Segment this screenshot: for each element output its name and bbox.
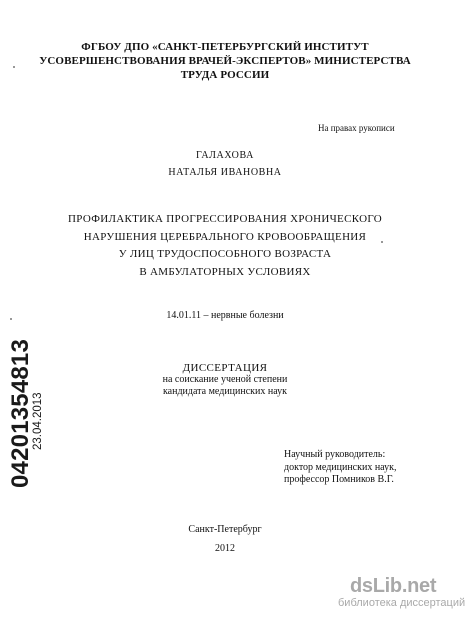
institution-line-2: УСОВЕРШЕНСТВОВАНИЯ ВРАЧЕЙ-ЭКСПЕРТОВ» МИНИСТЕРСТВА xyxy=(39,55,411,67)
author-block xyxy=(0,147,450,181)
watermark-tagline: библиотека диссертаций xyxy=(338,597,465,609)
year: 2012 xyxy=(215,543,235,554)
supervisor-name: профессор Помников В.Г. xyxy=(284,474,394,485)
specialty-code: 14.01.11 – нервные болезни xyxy=(166,310,284,321)
stamp-date: 23.04.2013 xyxy=(32,392,44,450)
title-line-2: НАРУШЕНИЯ ЦЕРЕБРАЛЬНОГО КРОВООБРАЩЕНИЯ xyxy=(83,230,367,243)
dissertation-title xyxy=(0,211,450,281)
stamp-number: 04201354813 xyxy=(7,338,34,488)
watermark-brand: dsLib.net xyxy=(350,575,437,597)
degree-line-2: кандидата медицинских наук xyxy=(162,386,288,397)
degree-heading: ДИССЕРТАЦИЯ xyxy=(182,362,268,374)
title-line-4: В АМБУЛАТОРНЫХ УСЛОВИЯХ xyxy=(139,265,311,278)
institution-line-1: ФГБОУ ДПО «САНКТ-ПЕТЕРБУРГСКИЙ ИНСТИТУТ xyxy=(81,41,369,53)
degree-block xyxy=(0,362,450,398)
place-and-year xyxy=(0,520,450,558)
institution-block xyxy=(0,40,450,82)
scan-speck xyxy=(13,66,15,68)
scan-speck xyxy=(10,318,12,320)
supervisor-label: Научный руководитель: xyxy=(284,449,386,460)
scan-speck xyxy=(381,241,383,243)
city: Санкт-Петербург xyxy=(188,524,262,535)
title-line-3: У ЛИЦ ТРУДОСПОСОБНОГО ВОЗРАСТА xyxy=(118,248,332,260)
author-given-names: НАТАЛЬЯ ИВАНОВНА xyxy=(168,167,282,178)
author-surname: ГАЛАХОВА xyxy=(196,150,254,161)
supervisor-degree: доктор медицинских наук, xyxy=(284,461,397,473)
supervisor-block xyxy=(284,449,396,487)
library-stamp xyxy=(7,338,49,488)
manuscript-rights-note: На правах рукописи xyxy=(318,123,395,133)
watermark-logo xyxy=(338,575,465,610)
degree-line-1: на соискание ученой степени xyxy=(162,374,288,385)
title-line-1: ПРОФИЛАКТИКА ПРОГРЕССИРОВАНИЯ ХРОНИЧЕСКОГО xyxy=(68,213,382,225)
institution-line-3: ТРУДА РОССИИ xyxy=(180,69,270,81)
